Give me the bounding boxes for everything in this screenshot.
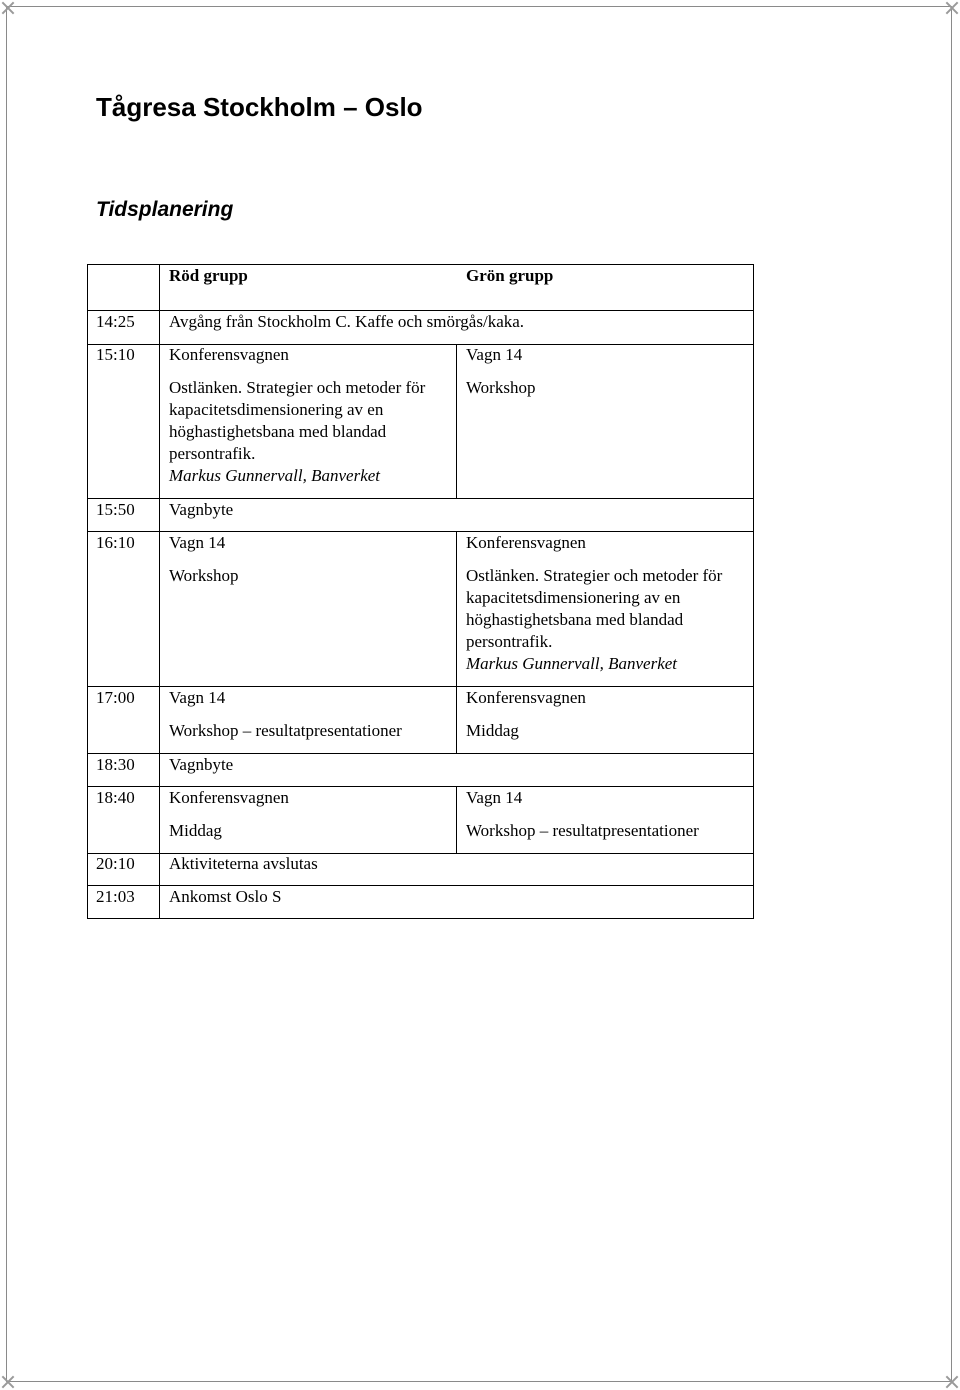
time-cell: 21:03: [96, 887, 135, 906]
green-activity-description: Workshop: [466, 378, 536, 397]
time-cell: 17:00: [96, 688, 135, 707]
red-activity-title: Konferensvagnen: [169, 788, 289, 807]
red-activity-description: Middag: [169, 821, 222, 840]
green-activity-title: Konferensvagnen: [466, 533, 586, 552]
red-activity-author: Markus Gunnervall, Banverket: [169, 466, 381, 485]
red-activity-title: Konferensvagnen: [169, 345, 289, 364]
time-cell: 20:10: [96, 854, 135, 873]
schedule-text: Vagnbyte: [169, 755, 234, 774]
green-activity-title: Vagn 14: [466, 345, 523, 364]
corner-mark-icon: [2, 1376, 14, 1388]
corner-mark-icon: [2, 2, 14, 14]
red-activity-title: Vagn 14: [169, 533, 226, 552]
schedule-text: Avgång från Stockholm C. Kaffe och smörgås/kaka.: [169, 312, 525, 331]
green-activity-title: Konferensvagnen: [466, 688, 586, 707]
schedule-text: Ankomst Oslo S: [169, 887, 282, 906]
time-cell: 18:30: [96, 755, 135, 774]
schedule-text: Vagnbyte: [169, 500, 234, 519]
green-activity-description: Ostlänken. Strategier och metoder för kapacitetsdimensionering av en höghastighetsbana med blandad persontrafik.: [466, 566, 723, 651]
header-green-group: Grön grupp: [466, 266, 554, 285]
time-cell: 15:10: [96, 345, 135, 364]
schedule-table: [87, 264, 754, 919]
document-title: Tågresa Stockholm – Oslo: [96, 92, 423, 122]
green-activity-description: Middag: [466, 721, 519, 740]
green-activity-title: Vagn 14: [466, 788, 523, 807]
corner-mark-icon: [946, 1376, 958, 1388]
corner-mark-icon: [946, 2, 958, 14]
red-activity-description: Workshop – resultatpresentationer: [169, 721, 402, 740]
time-cell: 14:25: [96, 312, 135, 331]
red-activity-title: Vagn 14: [169, 688, 226, 707]
time-cell: 18:40: [96, 788, 135, 807]
header-red-group: Röd grupp: [169, 266, 248, 285]
section-heading: Tidsplanering: [96, 198, 234, 221]
time-cell: 15:50: [96, 500, 135, 519]
green-activity-description: Workshop – resultatpresentationer: [466, 821, 699, 840]
red-activity-description: Ostlänken. Strategier och metoder för kapacitetsdimensionering av en höghastighetsbana med blandad persontrafik.: [169, 378, 426, 463]
green-activity-author: Markus Gunnervall, Banverket: [466, 654, 678, 673]
schedule-text: Aktiviteterna avslutas: [169, 854, 318, 873]
red-activity-description: Workshop: [169, 566, 239, 585]
time-cell: 16:10: [96, 533, 135, 552]
